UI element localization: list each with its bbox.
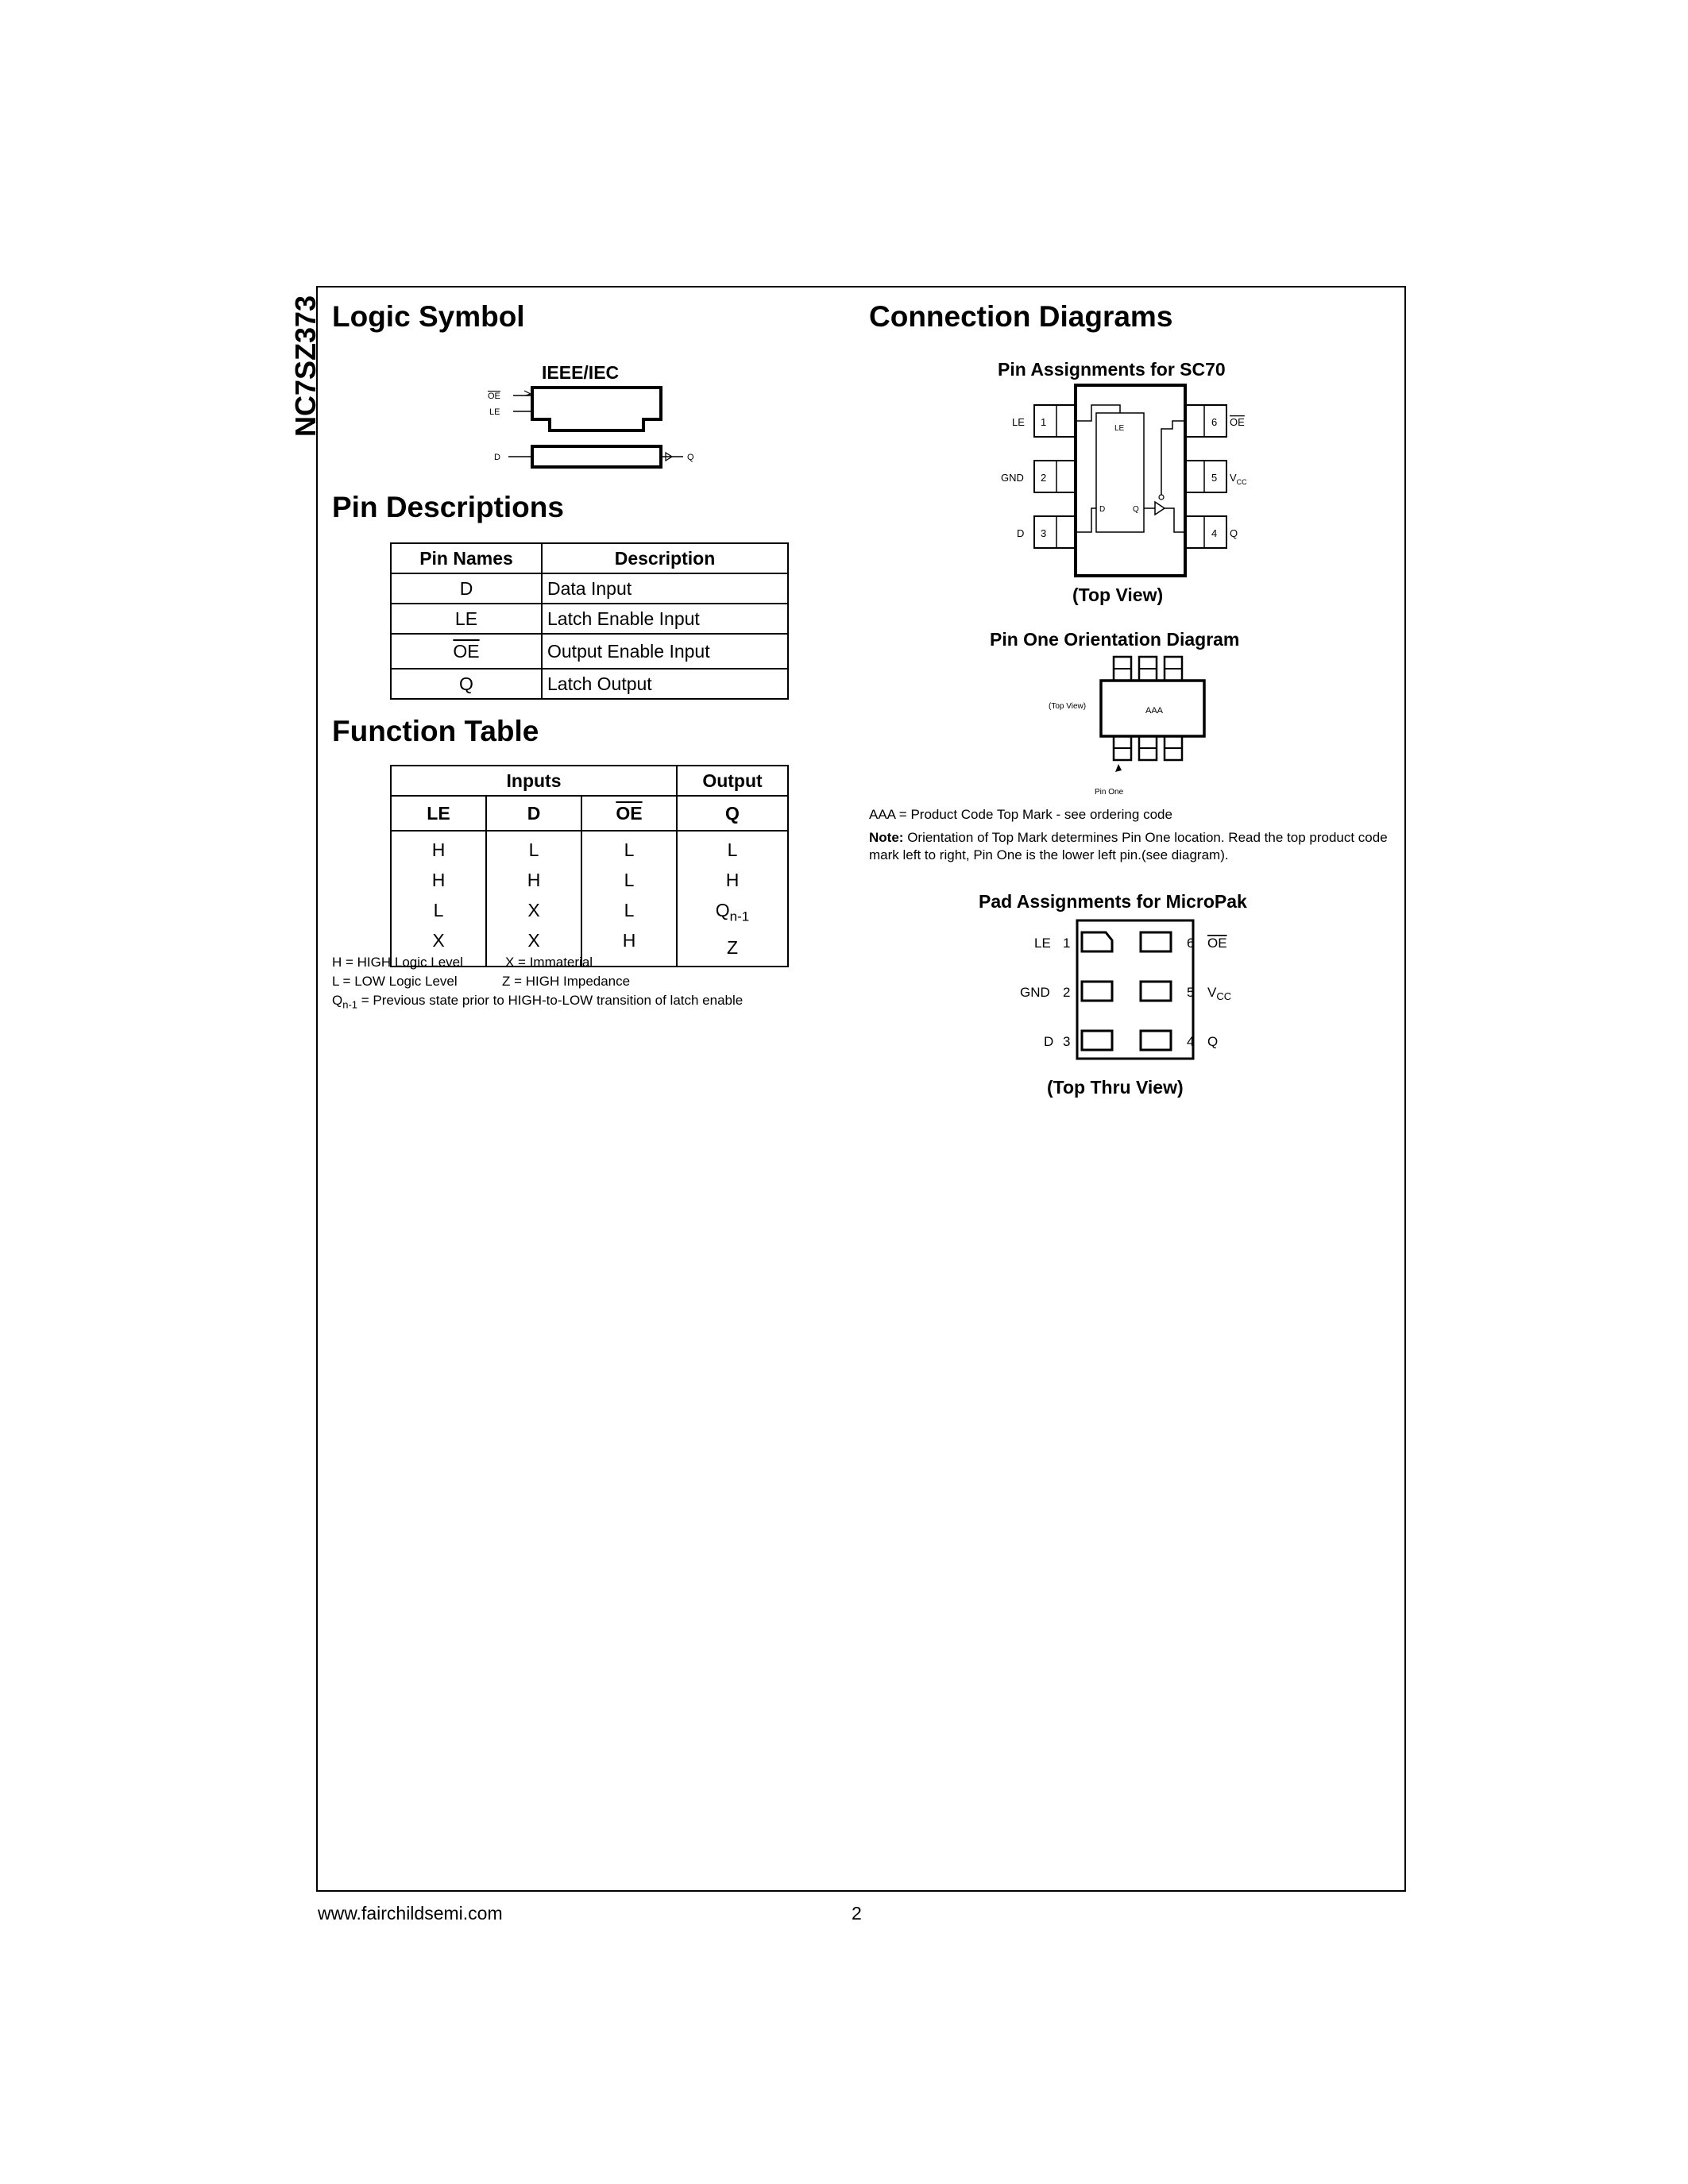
sc70-label-q: Q: [1230, 527, 1238, 539]
col-le: LE: [391, 796, 486, 831]
micropak-pad-4: [1141, 1031, 1171, 1050]
legend-qn: [332, 991, 743, 1014]
micropak-pad-diagram: [1009, 918, 1263, 1061]
cell: H: [431, 870, 446, 890]
legend-qn-sub: n-1: [342, 998, 358, 1011]
cell: L: [433, 900, 444, 920]
connection-diagrams-heading: Connection Diagrams: [869, 300, 1173, 333]
cell: L: [528, 839, 539, 860]
micropak-label-gnd: GND: [1020, 985, 1050, 1000]
cell: X: [527, 930, 540, 951]
cell: Z: [726, 936, 739, 958]
table-header-row: [391, 543, 788, 573]
sc70-pin-6: [1185, 405, 1226, 437]
col-le-values: [391, 831, 486, 967]
function-table-heading: Function Table: [332, 715, 539, 747]
sc70-title: Pin Assignments for SC70: [998, 359, 1226, 380]
cell: X: [527, 900, 540, 920]
table-body: [391, 831, 788, 967]
legend-h: H = HIGH Logic Level: [332, 955, 463, 970]
sc70-buffer: [1155, 502, 1165, 515]
sc70-label-oe: OE: [1230, 416, 1245, 428]
micropak-pad-1: [1082, 932, 1112, 951]
product-code-note: AAA = Product Code Top Mark - see ordering code: [869, 807, 1172, 822]
micropak-num-3: 3: [1063, 1034, 1071, 1049]
pin-name-oe: $\overline{OE}$: [453, 640, 480, 662]
micropak-num-6: 6: [1187, 936, 1195, 951]
orientation-note: [869, 829, 1393, 864]
group-inputs: Inputs: [391, 766, 677, 796]
micropak-num-1: 1: [1063, 936, 1071, 951]
ieee-iec-label: IEEE/IEC: [542, 362, 620, 383]
sc70-pin-4: [1185, 516, 1226, 548]
col-pin-names: Pin Names: [391, 543, 542, 573]
table-group-row: [391, 766, 788, 796]
control-block: [532, 388, 661, 430]
qn-base: Q: [715, 900, 730, 920]
col-q-values: [677, 831, 788, 967]
sc70-pinout-diagram: [993, 381, 1263, 580]
legend-l: L = LOW Logic Level: [332, 974, 458, 989]
pin-desc: Latch Output: [542, 669, 788, 699]
logic-symbol-diagram: [485, 381, 707, 477]
micropak-title: Pad Assignments for MicroPak: [979, 891, 1247, 912]
micropak-body: [1077, 920, 1193, 1059]
micropak-label-le: LE: [1034, 936, 1051, 951]
sc70-label-gnd: GND: [1001, 472, 1024, 484]
micropak-num-2: 2: [1063, 985, 1071, 1000]
micropak-label-oe: OE: [1207, 936, 1227, 951]
logic-pin-le: LE: [489, 407, 500, 417]
part-number-vertical: [284, 286, 322, 437]
legend-qn-text: = Previous state prior to HIGH-to-LOW transition of latch enable: [361, 993, 744, 1008]
cell: L: [624, 839, 635, 860]
cell: H: [527, 870, 541, 890]
cell: L: [624, 900, 635, 920]
sc70-label-le: LE: [1012, 416, 1025, 428]
sc70-num-5: 5: [1211, 472, 1218, 484]
sc70-num-3: 3: [1041, 527, 1047, 539]
group-output: Output: [677, 766, 788, 796]
cell-qn: [678, 895, 787, 932]
micropak-label-d: D: [1044, 1034, 1054, 1049]
sc70-label-d: D: [1017, 527, 1025, 539]
footer-page-number: 2: [852, 1903, 862, 1924]
micropak-label-vcc: $V_{CC}$: [1207, 985, 1232, 1002]
sc70-inner-d: D: [1099, 505, 1106, 514]
sc70-label-vcc: $V_{CC}$: [1230, 472, 1247, 486]
logic-symbol-heading: Logic Symbol: [332, 300, 525, 333]
sc70-num-6: 6: [1211, 416, 1218, 428]
note-label: Note:: [869, 830, 904, 845]
col-q: Q: [677, 796, 788, 831]
micropak-num-5: 5: [1187, 985, 1195, 1000]
cell: L: [727, 839, 738, 860]
cell: H: [622, 930, 636, 951]
col-oe-values: [581, 831, 677, 967]
table-row: [391, 669, 788, 699]
pin-descriptions-heading: Pin Descriptions: [332, 491, 564, 523]
orientation-pin-one: Pin One: [1095, 788, 1124, 797]
sc70-num-1: 1: [1041, 416, 1047, 428]
micropak-pad-2: [1082, 982, 1112, 1001]
pin-name: [391, 634, 542, 669]
orientation-mark: AAA: [1145, 706, 1164, 716]
logic-pin-q: Q: [687, 453, 694, 462]
sc70-num-2: 2: [1041, 472, 1047, 484]
col-oe: [581, 796, 677, 831]
table-row: [391, 573, 788, 604]
orientation-diagram: [1041, 653, 1215, 800]
sc70-pin-5: [1185, 461, 1226, 492]
table-row: [391, 634, 788, 669]
pin-name: LE: [391, 604, 542, 634]
pin-desc: Output Enable Input: [542, 634, 788, 669]
cell: H: [725, 870, 740, 890]
sc70-num-4: 4: [1211, 527, 1218, 539]
table-row: [391, 604, 788, 634]
pin-descriptions-table: [390, 542, 789, 700]
table-header-row: [391, 796, 788, 831]
sc70-inner-le: LE: [1114, 424, 1125, 433]
footer-website[interactable]: www.fairchildsemi.com: [318, 1903, 503, 1924]
micropak-pad-3: [1082, 1031, 1112, 1050]
sc70-view-label: (Top View): [1072, 585, 1164, 605]
note-text: Orientation of Top Mark determines Pin One location. Read the top product code mark left to right, Pin One is the lower left pin.(see diagram).: [869, 830, 1388, 862]
data-block: [532, 446, 661, 467]
function-table: [390, 765, 789, 967]
legend-qn-base: Q: [332, 993, 343, 1008]
legend-z: Z = HIGH Impedance: [502, 974, 631, 989]
col-description: Description: [542, 543, 788, 573]
cell: L: [624, 870, 635, 890]
micropak-num-4: 4: [1187, 1034, 1195, 1049]
pin-name: D: [391, 573, 542, 604]
orientation-title: Pin One Orientation Diagram: [990, 629, 1240, 650]
pin-desc: Latch Enable Input: [542, 604, 788, 634]
col-d-values: [486, 831, 581, 967]
col-d: D: [486, 796, 581, 831]
pin-name: Q: [391, 669, 542, 699]
logic-pin-oe: OE: [488, 392, 500, 401]
sc70-inner-q: Q: [1133, 505, 1139, 514]
pin-desc: Data Input: [542, 573, 788, 604]
micropak-pad-6: [1141, 932, 1171, 951]
orientation-top-view: (Top View): [1049, 702, 1087, 711]
micropak-pad-5: [1141, 982, 1171, 1001]
cell: H: [431, 839, 446, 860]
col-oe-text: $\overline{OE}$: [616, 802, 643, 824]
logic-pin-d: D: [494, 453, 500, 462]
qn-sub: n-1: [729, 909, 750, 924]
micropak-label-q: Q: [1207, 1034, 1219, 1049]
part-number-text: NC7SZ373: [289, 295, 322, 437]
micropak-view-label: (Top Thru View): [1047, 1077, 1184, 1098]
legend-x: X = Immaterial: [505, 955, 593, 970]
cell: X: [432, 930, 445, 951]
